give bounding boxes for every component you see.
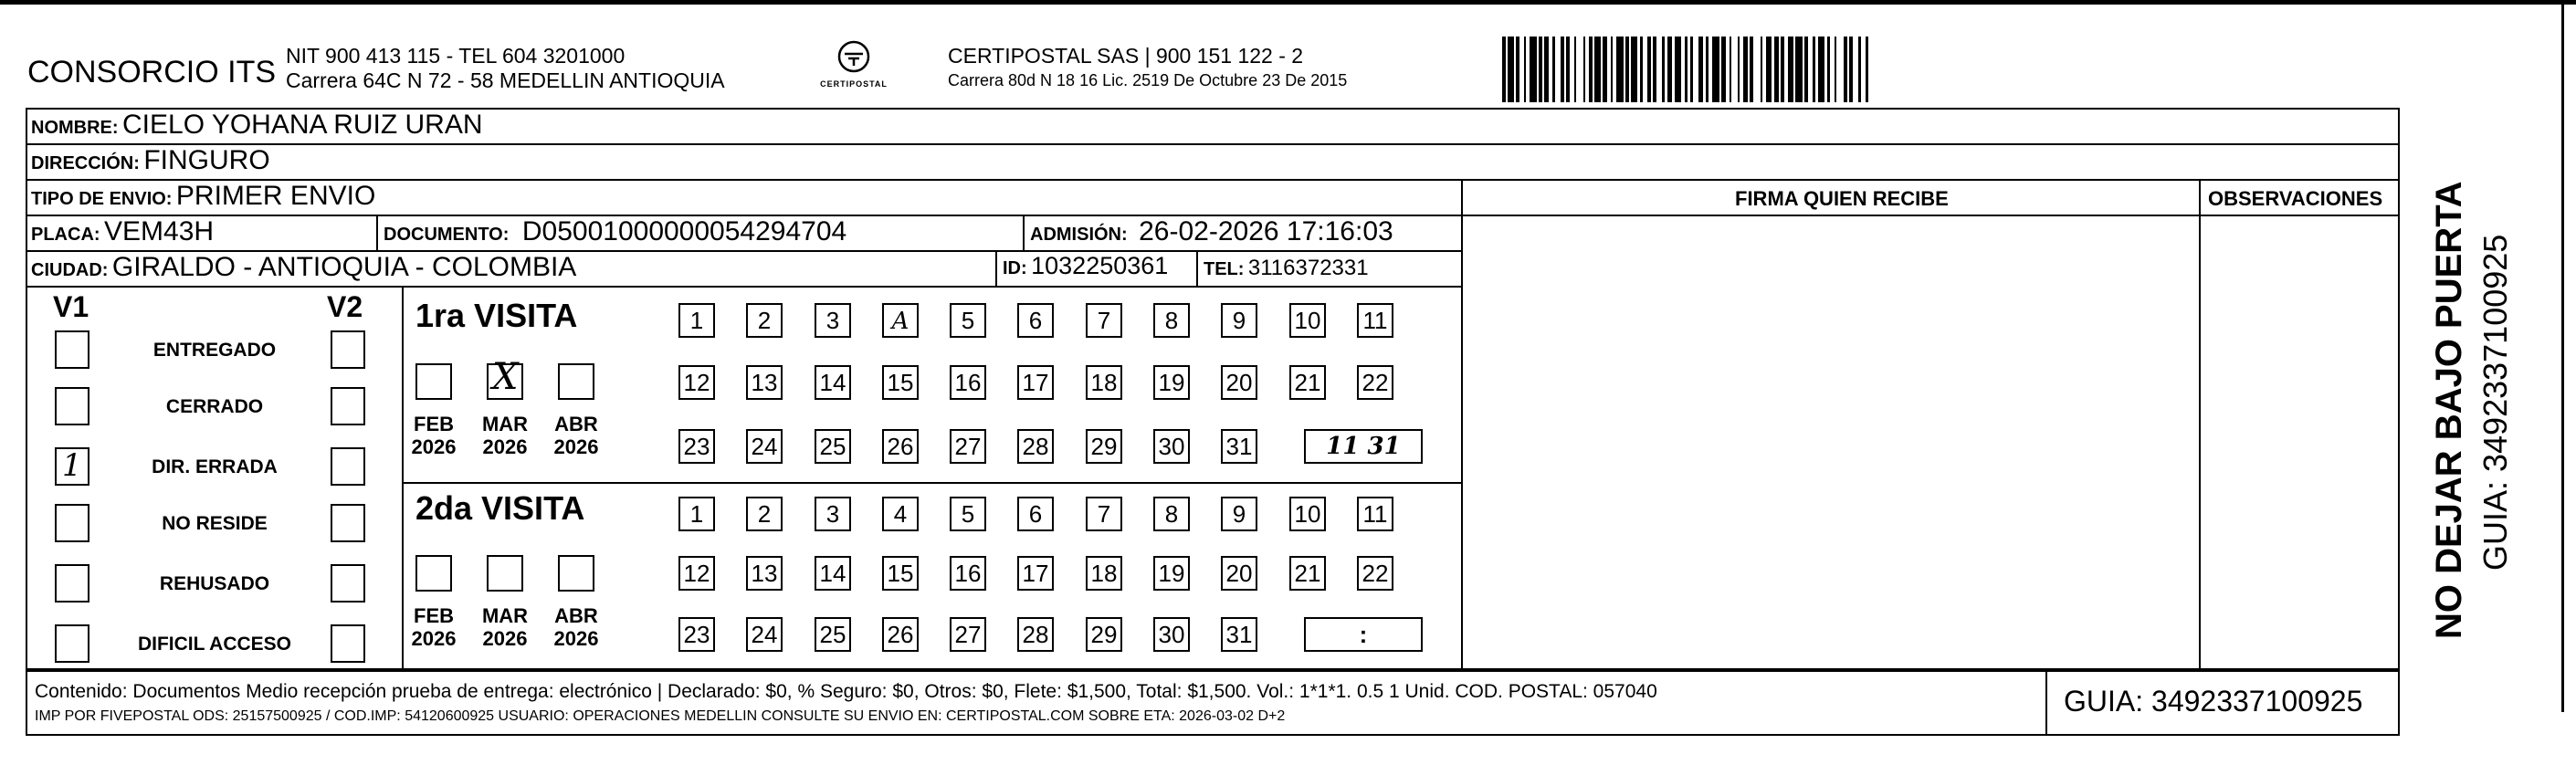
month-year: 2026 [411,627,457,650]
day-box-13[interactable]: 13 [746,365,783,400]
footer-content: Contenido: Documentos Medio recepción prueba de entrega: electrónico | Declarado: $0, % Seguro: $0, Otros: $0, Flete: $1,500, Total: $1,500. Vol.: 1*1*1. 0.5 1 Unid. COD. POSTAL: 057040 [35,681,1657,702]
day-box-17[interactable]: 17 [1017,556,1054,591]
v1-checkbox[interactable] [55,564,89,603]
month-checkbox-abr[interactable] [558,363,594,400]
v1-header: V1 [53,290,89,323]
nombre-field [31,110,483,141]
footer-guia: GUIA: 3492337100925 [2064,685,2363,718]
day-box-31[interactable]: 31 [1221,429,1257,464]
day-box-15[interactable]: 15 [882,365,919,400]
month-name: FEB [414,604,454,627]
tel-value: 3116372331 [1247,256,1369,280]
day-box-16[interactable]: 16 [950,365,986,400]
carrier-address: Carrera 80d N 18 16 Lic. 2519 De Octubre 23 De 2015 [948,71,1348,89]
month-name: MAR [481,413,529,435]
certipostal-logo [817,38,890,104]
day-box-24[interactable]: 24 [746,617,783,652]
day-box-8[interactable]: 8 [1153,303,1190,338]
right-border [2561,0,2564,712]
direccion-value: FINGURO [143,145,270,175]
company-info [286,44,725,93]
day-box-29[interactable]: 29 [1086,429,1122,464]
col-line [995,250,997,286]
day-box-29[interactable]: 29 [1086,617,1122,652]
day-box-11[interactable]: 11 [1357,497,1393,531]
col-line [2045,670,2047,736]
day-box-9[interactable]: 9 [1221,497,1257,531]
barcode-bar [1836,37,1844,102]
day-box-27[interactable]: 27 [950,617,986,652]
admision-value: 26-02-2026 17:16:03 [1139,216,1393,246]
v1-checkbox[interactable] [55,624,89,663]
day-box-4[interactable]: 4 [882,497,919,531]
day-box-18[interactable]: 18 [1086,365,1122,400]
carrier-info [948,44,1347,93]
v1-checkbox[interactable] [55,387,89,425]
v2-checkbox[interactable] [331,387,365,425]
address-line: Carrera 64C N 72 - 58 MEDELLIN ANTIOQUIA [286,68,725,92]
day-box-17[interactable]: 17 [1017,365,1054,400]
day-box-20[interactable]: 20 [1221,556,1257,591]
day-box-2[interactable]: 2 [746,303,783,338]
barcode-bar [1675,37,1682,102]
month-year: 2026 [553,435,599,458]
month-checkbox-abr[interactable] [558,555,594,592]
ciudad-label: CIUDAD: [31,260,109,280]
v2-checkbox[interactable] [331,624,365,663]
row-line [26,143,2400,145]
side-guia: GUIA: 3492337100925 [2476,234,2514,571]
tipo-value: PRIMER ENVIO [175,181,376,211]
tel-label: TEL: [1204,259,1245,279]
day-box-1[interactable]: 1 [678,497,715,531]
barcode-bar [1753,37,1761,102]
documento-value: D05001000000054294704 [521,216,847,246]
barcode-bar [1795,37,1803,102]
month-name: MAR [481,604,529,627]
day-box-14[interactable]: 14 [815,556,851,591]
day-box-19[interactable]: 19 [1153,365,1190,400]
month-label [478,413,532,458]
day-box-30[interactable]: 30 [1153,617,1190,652]
status-label: DIFICIL ACCESO [137,634,291,655]
id-field [1003,252,1168,280]
v2-checkbox[interactable] [331,447,365,486]
carrier-line: CERTIPOSTAL SAS | 900 151 122 - 2 [948,44,1304,68]
placa-label: PLACA: [31,225,100,245]
col-line [2199,179,2201,670]
barcode-bar [1530,37,1537,102]
day-mark: A [891,308,909,335]
month-year: 2026 [553,627,599,650]
status-label: CERRADO [165,396,264,417]
nombre-label: NOMBRE: [31,118,119,138]
v1-checkbox[interactable] [55,330,89,369]
day-box-23[interactable]: 23 [678,617,715,652]
logo-icon [836,38,872,75]
barcode-bar [1712,37,1719,102]
time-box[interactable]: : [1304,617,1423,652]
day-box-18[interactable]: 18 [1086,556,1122,591]
day-box-31[interactable]: 31 [1221,617,1257,652]
row-line [26,286,1461,288]
admision-label: ADMISIÓN: [1030,225,1128,245]
barcode-bar [1576,37,1583,102]
admision-field [1030,216,1393,247]
month-name: FEB [414,413,454,435]
day-box-3[interactable]: 3 [815,303,851,338]
row-line [402,482,1461,484]
id-label: ID: [1003,258,1027,278]
firma-header: FIRMA QUIEN RECIBE [1735,187,1949,210]
day-box-7[interactable]: 7 [1086,303,1122,338]
company-name: CONSORCIO ITS [27,55,277,89]
day-box-25[interactable]: 25 [815,617,851,652]
day-box-25[interactable]: 25 [815,429,851,464]
documento-field [384,216,846,247]
col-line [376,215,378,250]
direccion-label: DIRECCIÓN: [31,153,140,173]
day-box-10[interactable]: 10 [1289,497,1326,531]
v1-checkbox[interactable]: 1 [55,447,89,486]
placa-value: VEM43H [104,216,215,246]
month-checkbox-mar[interactable]: X [487,363,523,400]
tel-field [1204,256,1369,281]
tipo-label: TIPO DE ENVIO: [31,189,173,209]
day-box-5[interactable]: 5 [950,303,986,338]
second-visit-title: 2da VISITA [415,489,585,527]
status-label: ENTREGADO [152,340,277,361]
col-line [2398,143,2400,670]
tipo-field [31,181,375,212]
v1-checkbox[interactable] [55,504,89,542]
form-outer-box [26,108,2400,670]
logo-text: CERTIPOSTAL [820,79,888,89]
month-label [478,604,532,650]
day-box-22[interactable]: 22 [1357,365,1393,400]
day-box-21[interactable]: 21 [1289,556,1326,591]
ciudad-field [31,252,576,283]
day-box-21[interactable]: 21 [1289,365,1326,400]
day-box-16[interactable]: 16 [950,556,986,591]
documento-label: DOCUMENTO: [384,225,510,245]
day-box-14[interactable]: 14 [815,365,851,400]
placa-field [31,216,214,247]
direccion-field [31,145,270,176]
day-box-6[interactable]: 6 [1017,303,1054,338]
day-box-12[interactable]: 12 [678,365,715,400]
id-value: 1032250361 [1031,252,1169,279]
v2-header: V2 [327,290,363,323]
day-box-26[interactable]: 26 [882,617,919,652]
day-box-9[interactable]: 9 [1221,303,1257,338]
month-checkbox-feb[interactable] [415,555,452,592]
month-name: ABR [554,413,598,435]
status-label: DIR. ERRADA [152,456,278,477]
ciudad-value: GIRALDO - ANTIOQUIA - COLOMBIA [111,252,577,282]
col-line [402,286,404,670]
month-name: ABR [554,604,598,627]
day-box-27[interactable]: 27 [950,429,986,464]
day-box-6[interactable]: 6 [1017,497,1054,531]
footer-box [26,670,2400,736]
day-box-1[interactable]: 1 [678,303,715,338]
barcode [1502,37,2228,102]
status-label: REHUSADO [159,573,270,594]
month-year: 2026 [482,627,528,650]
month-checkbox-mar[interactable] [487,555,523,592]
day-box-4[interactable] [882,303,919,338]
v2-checkbox[interactable] [331,504,365,542]
month-year: 2026 [411,435,457,458]
day-box-7[interactable]: 7 [1086,497,1122,531]
v2-checkbox[interactable] [331,330,365,369]
month-label [406,604,461,650]
day-box-15[interactable]: 15 [882,556,919,591]
month-checkbox-feb[interactable] [415,363,452,400]
nit-line: NIT 900 413 115 - TEL 604 3201000 [286,44,626,68]
time-box[interactable]: 11 31 [1304,429,1423,464]
footer-print-info: IMP POR FIVEPOSTAL ODS: 25157500925 / COD.IMP: 54120600925 USUARIO: OPERACIONES MEDELLIN CONSULTE SU ENVIO EN: CERTIPOSTAL.COM SOBRE ETA: 2026-03-02 D+2 [35,708,1286,724]
col-line [1196,250,1198,286]
month-label [406,413,461,458]
no-dejar-warning: NO DEJAR BAJO PUERTA [2429,181,2469,639]
month-label [549,413,604,458]
day-box-30[interactable]: 30 [1153,429,1190,464]
v2-checkbox[interactable] [331,564,365,603]
day-box-24[interactable]: 24 [746,429,783,464]
barcode-bar [1616,37,1624,102]
day-box-28[interactable]: 28 [1017,429,1054,464]
day-box-20[interactable]: 20 [1221,365,1257,400]
day-box-2[interactable]: 2 [746,497,783,531]
observaciones-header: OBSERVACIONES [2208,187,2383,210]
first-visit-title: 1ra VISITA [415,297,578,334]
day-box-23[interactable]: 23 [678,429,715,464]
day-box-8[interactable]: 8 [1153,497,1190,531]
day-box-3[interactable]: 3 [815,497,851,531]
month-label [549,604,604,650]
barcode-bar [1868,37,1871,102]
day-box-13[interactable]: 13 [746,556,783,591]
top-border [0,0,2576,5]
day-box-10[interactable]: 10 [1289,303,1326,338]
day-box-28[interactable]: 28 [1017,617,1054,652]
status-label: NO RESIDE [162,513,268,534]
row-line [26,179,2400,181]
col-line [1461,179,1463,670]
day-box-22[interactable]: 22 [1357,556,1393,591]
day-box-19[interactable]: 19 [1153,556,1190,591]
day-box-12[interactable]: 12 [678,556,715,591]
nombre-value: CIELO YOHANA RUIZ URAN [122,110,483,140]
day-box-26[interactable]: 26 [882,429,919,464]
day-box-11[interactable]: 11 [1357,303,1393,338]
col-line [1023,215,1025,250]
day-box-5[interactable]: 5 [950,497,986,531]
month-year: 2026 [482,435,528,458]
